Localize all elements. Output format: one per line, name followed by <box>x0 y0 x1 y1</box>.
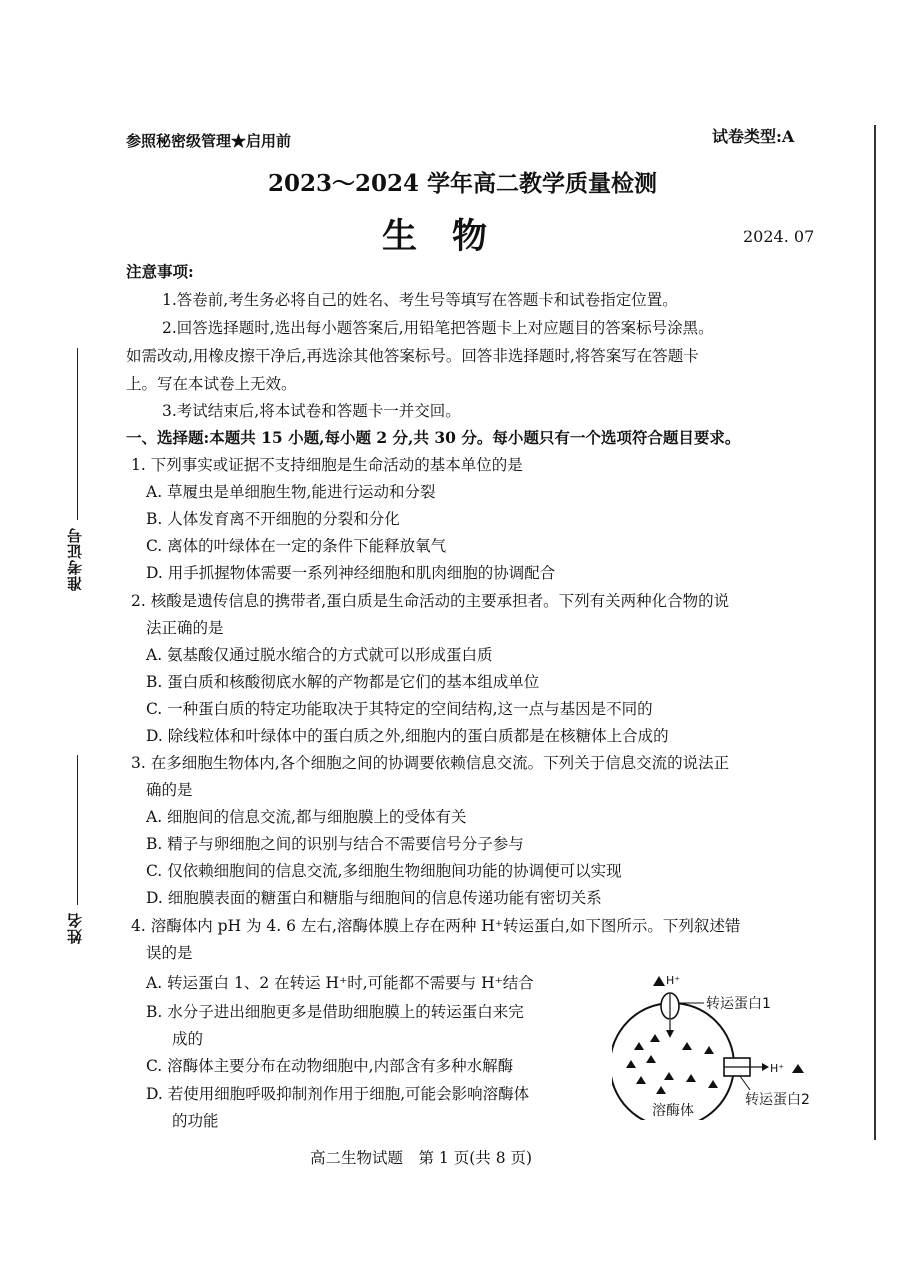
q2-option-d: D. 除线粒体和叶绿体中的蛋白质之外,细胞内的蛋白质都是在核糖体上合成的 <box>146 727 669 745</box>
section-heading: 一、选择题:本题共 15 小题,每小题 2 分,共 30 分。每小题只有一个选项符合题目要求。 <box>126 428 741 447</box>
q4-option-a: A. 转运蛋白 1、2 在转运 H⁺时,可能都不需要与 H⁺结合 <box>146 974 534 992</box>
q1-stem: 1. 下列事实或证据不支持细胞是生命活动的基本单位的是 <box>131 456 523 474</box>
q3-option-b: B. 精子与卵细胞之间的识别与结合不需要信号分子参与 <box>146 835 524 853</box>
notice-item-2-line-1: 2.回答选择题时,选出每小题答案后,用铅笔把答题卡上对应题目的答案标号涂黑。 <box>162 319 714 337</box>
q3-stem-line-1: 3. 在多细胞生物体内,各个细胞之间的协调要依赖信息交流。下列关于信息交流的说法正 <box>131 754 730 772</box>
exam-title: 2023～2024 学年高二教学质量检测 <box>268 170 658 197</box>
q2-stem-line-1: 2. 核酸是遗传信息的携带者,蛋白质是生命活动的主要承担者。下列有关两种化合物的说 <box>131 592 730 610</box>
q2-stem-line-2: 法正确的是 <box>146 619 224 637</box>
q4-option-d-line-2: 的功能 <box>172 1112 219 1130</box>
exam-date: 2024. 07 <box>743 227 815 246</box>
q1-option-a: A. 草履虫是单细胞生物,能进行运动和分裂 <box>146 483 436 501</box>
q3-option-a: A. 细胞间的信息交流,都与细胞膜上的受体有关 <box>146 808 467 826</box>
q2-option-b: B. 蛋白质和核酸彻底水解的产物都是它们的基本组成单位 <box>146 673 540 691</box>
notice-item-2-line-3: 上。写在本试卷上无效。 <box>126 375 297 393</box>
proton-label-right: H⁺ <box>770 1062 785 1075</box>
binding-rule <box>874 125 876 1140</box>
q4-option-c: C. 溶酶体主要分布在动物细胞中,内部含有多种水解酶 <box>146 1057 514 1075</box>
paper-type: 试卷类型:A <box>712 127 795 146</box>
transporter-1-label: 转运蛋白1 <box>706 996 771 1012</box>
transporter-2-label: 转运蛋白2 <box>745 1092 810 1108</box>
page-footer: 高二生物试题 第 1 页(共 8 页) <box>310 1149 533 1167</box>
confidential-mark: 参照秘密级管理★启用前 <box>126 132 292 150</box>
proton-label-top: H⁺ <box>666 974 681 987</box>
student-name-line <box>77 755 78 905</box>
q1-option-d: D. 用手抓握物体需要一系列神经细胞和肌肉细胞的协调配合 <box>146 564 556 582</box>
q4-stem-line-2: 误的是 <box>146 944 193 962</box>
q4-stem-line-1: 4. 溶酶体内 pH 为 4. 6 左右,溶酶体膜上存在两种 H⁺转运蛋白,如下图所示。下列叙述错 <box>131 917 741 935</box>
q1-option-b: B. 人体发育离不开细胞的分裂和分化 <box>146 510 400 528</box>
proton-triangle-right <box>792 1064 804 1073</box>
q3-stem-line-2: 确的是 <box>146 781 193 799</box>
student-name-label: 姓名 <box>66 912 84 944</box>
q4-option-b-line-2: 成的 <box>172 1030 204 1048</box>
notice-item-3: 3.考试结束后,将本试卷和答题卡一并交回。 <box>162 402 461 420</box>
notice-item-1: 1.答卷前,考生务必将自己的姓名、考生号等填写在答题卡和试卷指定位置。 <box>162 291 678 309</box>
exam-number-label: 准考证号 <box>66 527 84 591</box>
subject-title: 生 物 <box>382 216 488 257</box>
q3-option-d: D. 细胞膜表面的糖蛋白和糖脂与细胞间的信息传递功能有密切关系 <box>146 889 602 907</box>
internal-protons <box>626 1034 718 1094</box>
q3-option-c: C. 仅依赖细胞间的信息交流,多细胞生物细胞间功能的协调便可以实现 <box>146 862 622 880</box>
lysosome-label: 溶酶体 <box>652 1103 694 1119</box>
proton-triangle-top <box>653 976 665 986</box>
q4-option-b-line-1: B. 水分子进出细胞更多是借助细胞膜上的转运蛋白来完 <box>146 1003 524 1021</box>
exam-number-line <box>77 348 78 520</box>
lysosome-diagram <box>612 970 827 1120</box>
notice-item-2-line-2: 如需改动,用橡皮擦干净后,再选涂其他答案标号。回答非选择题时,将答案写在答题卡 <box>126 347 699 365</box>
notice-heading: 注意事项: <box>126 262 194 281</box>
q2-option-c: C. 一种蛋白质的特定功能取决于其特定的空间结构,这一点与基因是不同的 <box>146 700 653 718</box>
q4-option-d-line-1: D. 若使用细胞呼吸抑制剂作用于细胞,可能会影响溶酶体 <box>146 1085 530 1103</box>
q2-option-a: A. 氨基酸仅通过脱水缩合的方式就可以形成蛋白质 <box>146 646 493 664</box>
q1-option-c: C. 离体的叶绿体在一定的条件下能释放氧气 <box>146 537 447 555</box>
